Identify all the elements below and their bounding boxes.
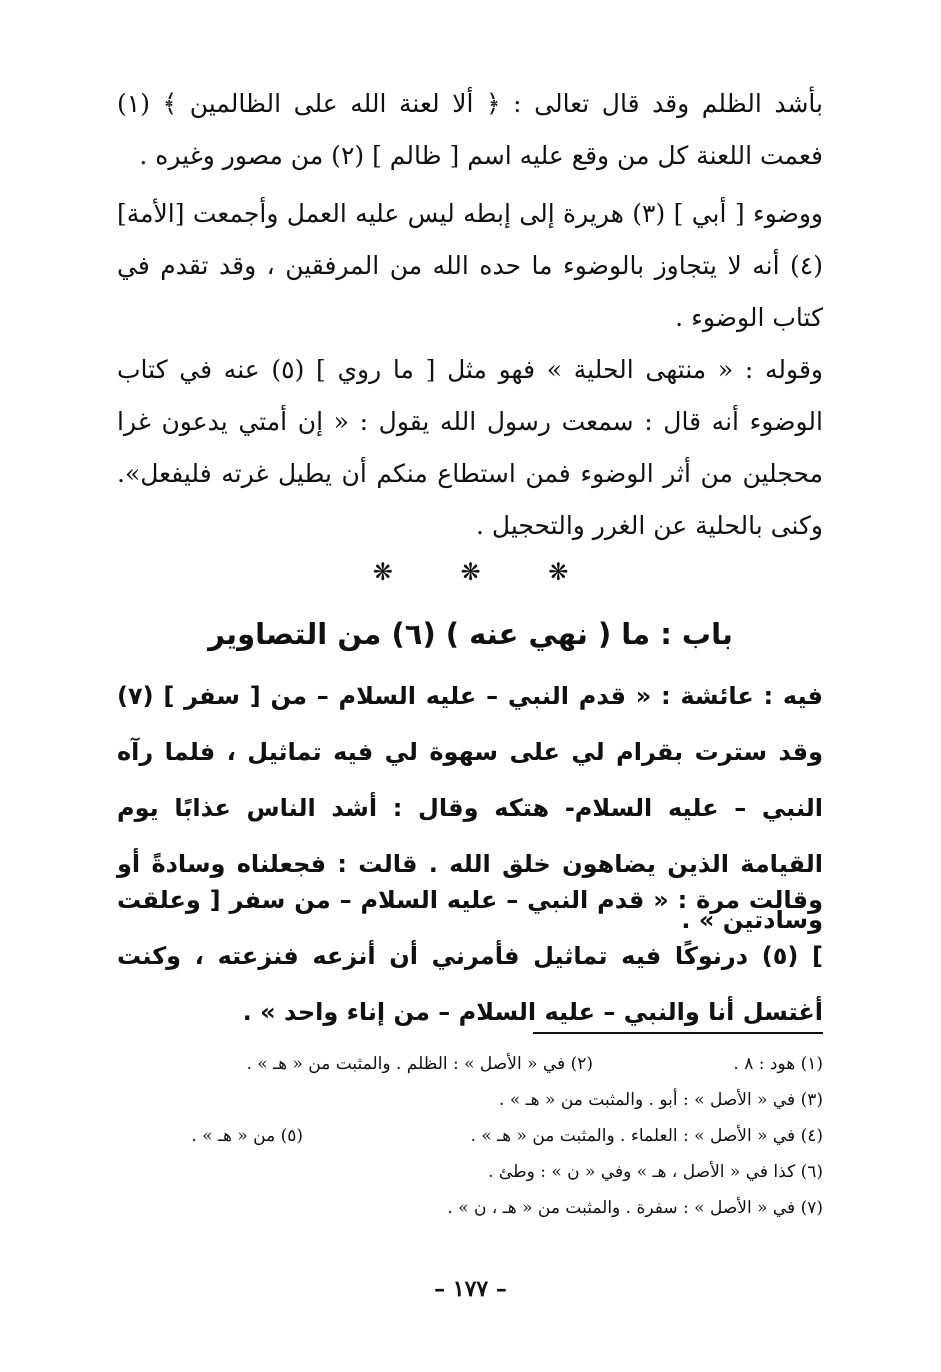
paragraph-text: ووضوء [ أبي ] (٣) هريرة إلى إبطه ليس عليه العمل وأجمعت [الأمة](٤) أنه لا يتجاوز بالوضوء ما حده الله من المرفقين ، وقد تقدم في كتاب الوضوء .	[117, 199, 823, 332]
footnote: (٤) في « الأصل » : العلماء . والمثبت من « هـ » .	[470, 1126, 823, 1146]
footnote-divider	[533, 1032, 823, 1034]
footnote-line	[117, 1190, 823, 1226]
asterism-icon: ❋	[460, 558, 481, 586]
hadith-2	[117, 872, 823, 1040]
footnote: (١) هود : ٨ .	[733, 1054, 823, 1074]
paragraph-text: وقوله : « منتهى الحلية » فهو مثل [ ما روي ] (٥) عنه في كتاب الوضوء أنه قال : سمعت رسول الله يقول : « إن أمتي يدعون غرا محجلين من أثر الوضوء فمن استطاع منكم أن يطيل غرته فليفعل». وكنى بالحلية عن الغرر والتحجيل .	[117, 355, 823, 540]
asterism-icon: ❋	[548, 558, 569, 586]
chapter-title: باب : ما ( نهي عنه ) (٦) من التصاوير	[208, 617, 733, 651]
hadith-text: وقالت مرة : « قدم النبي – عليه السلام – من سفر [ وعلقت ] (٥) درنوكًا فيه تماثيل فأمرني أن أنزعه فنزعته ، وكنت أغتسل أنا والنبي – عليه السلام – من إناء واحد » .	[117, 886, 823, 1026]
paragraph-2	[117, 188, 823, 344]
footnote: (٢) في « الأصل » : الظلم . والمثبت من « هـ » .	[246, 1054, 593, 1074]
footnote-line	[117, 1154, 823, 1190]
footnote: (٥) من « هـ » .	[191, 1126, 303, 1146]
footnote-line	[117, 1118, 823, 1154]
footnote: (٣) في « الأصل » : أبو . والمثبت من « هـ » .	[499, 1090, 823, 1110]
page-number: – ١٧٧ –	[434, 1276, 507, 1302]
paragraph-1	[117, 78, 823, 182]
footnote-line	[117, 1082, 823, 1118]
paragraph-3	[117, 344, 823, 552]
section-separator	[0, 558, 941, 586]
asterism-icon: ❋	[372, 558, 393, 586]
footnotes	[117, 1046, 823, 1226]
footnote: (٧) في « الأصل » : سفرة . والمثبت من « هـ ، ن » .	[447, 1198, 823, 1218]
footnote: (٦) كذا في « الأصل ، هـ » وفي « ن » : وطئ .	[488, 1162, 823, 1182]
paragraph-text: بأشد الظلم وقد قال تعالى : ﴿ ألا لعنة الله على الظالمين ﴾ (١) فعمت اللعنة كل من وقع عليه اسم [ ظالم ] (٢) من مصور وغيره .	[117, 89, 823, 170]
footnote-line	[117, 1046, 823, 1082]
hadith-text: فيه : عائشة : « قدم النبي – عليه السلام – من [ سفر ] (٧) وقد سترت بقرام لي على سهوة لي فيه تماثيل ، فلما رآه النبي – عليه السلام- هتكه وقال : أشد الناس عذابًا يوم القيامة الذين يضاهون خلق الله . قالت : فجعلناه وسادةً أو وسادتين » .	[117, 682, 823, 934]
